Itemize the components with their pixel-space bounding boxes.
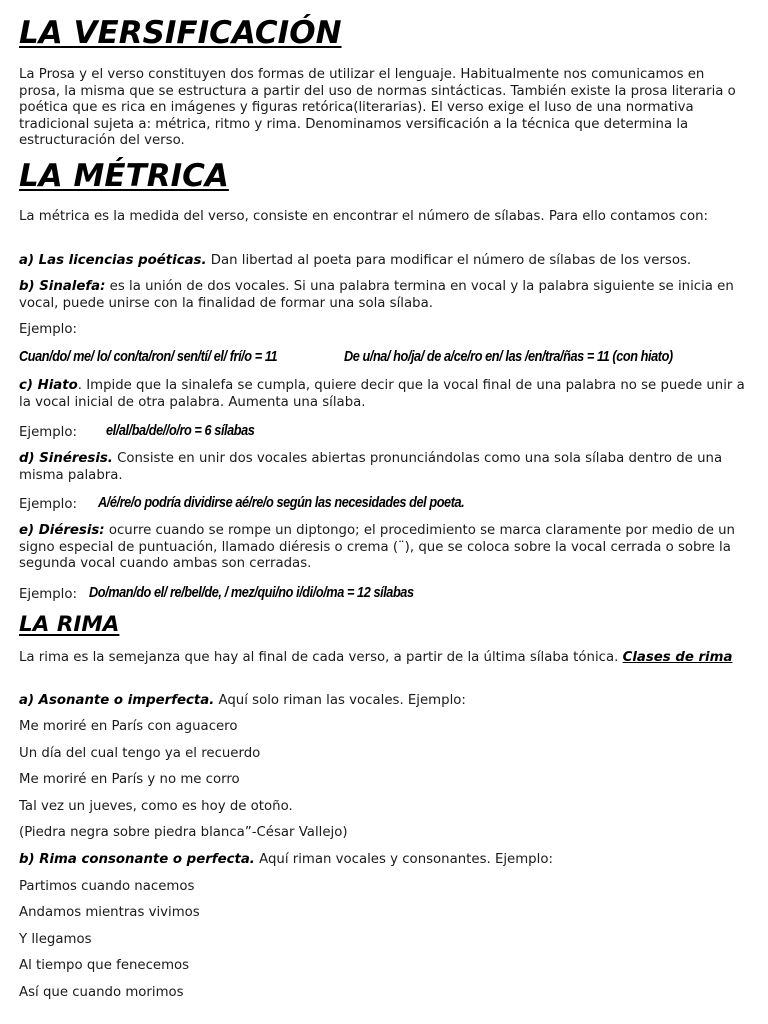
intro-paragraph: La Prosa y el verso constituyen dos formas de utilizar el lenguaje. Habitualmente nos comunicamos en prosa, la misma que se estructura a partir del uso de normas sintácticas. También existe la prosa literaria o poética que es rica en imágenes y figuras retórica(literarias). El verso exige el luso de una normativa tradicional sujeta a: métrica, ritmo y rima. Denominamos versificación a la técnica que determina la estructuración del verso. [19,67,736,148]
hiato-ejemplo-label: Ejemplo: [19,425,77,440]
poem2-line: Partimos cuando nacemos [19,879,195,894]
poem2-line: Así que cuando morimos [19,985,184,1000]
poem1-citation: (Piedra negra sobre piedra blanca”-César Vallejo) [19,825,348,840]
dieresis-item [19,523,749,573]
asonante-item [19,693,749,710]
sinalefa-text: es la unión de dos vocales. Si una palabra termina en vocal y la palabra siguiente se inicia en vocal, puede unirse con la finalidad de formar una sola sílaba. [19,279,734,311]
consonante-text: Aquí riman vocales y consonantes. Ejemplo: [254,852,553,867]
sinalefa-item [19,279,749,312]
rima-intro [19,650,749,667]
hiato-label: c) Hiato [19,378,78,393]
licencias-item [19,253,749,270]
metrica-heading: LA MÉTRICA [19,158,229,194]
poem1-line: Tal vez un jueves, como es hoy de otoño. [19,799,293,814]
clases-de-rima-link: Clases de rima [622,650,733,665]
sineresis-example: A/é/re/o podría dividirse aé/re/o según las necesidades del poeta. [98,495,465,511]
dieresis-text: ocurre cuando se rompe un diptongo; el procedimiento se marca claramente por medio de un signo especial de puntuación, llamado diéresis o crema (¨), que se coloca sobre la vocal cerrada o sobre la segunda vocal cuando ambas son cerradas. [19,523,735,571]
licencias-text: Dan libertad al poeta para modificar el número de sílabas de los versos. [206,253,692,268]
poem2-line: Al tiempo que fenecemos [19,958,190,973]
sinalefa-example-1: Cuan/do/ me/ lo/ con/ta/ron/ sen/tí/ el/ frí/o = 11 [19,349,278,365]
dieresis-ejemplo-label: Ejemplo: [19,587,77,602]
hiato-example: el/al/ba/de//o/ro = 6 sílabas [106,423,255,439]
sineresis-item [19,451,749,484]
poem2-line: Andamos mientras vivimos [19,905,200,920]
licencias-label: a) Las licencias poéticas. [19,253,207,268]
sineresis-ejemplo-label: Ejemplo: [19,497,77,512]
consonante-label: b) Rima consonante o perfecta. [19,852,255,867]
hiato-text: . Impide que la sinalefa se cumpla, quiere decir que la vocal final de una palabra no se puede unir a la vocal inicial de otra palabra. Aumenta una sílaba. [19,378,745,410]
sinalefa-example-2: De u/na/ ho/ja/ de a/ce/ro en/ las /en/tra/ñas = 11 (con hiato) [344,349,673,365]
rima-heading: LA RIMA [19,612,120,637]
sineresis-label: d) Sinéresis. [19,451,113,466]
poem1-line: Un día del cual tengo ya el recuerdo [19,746,261,761]
poem2-line: Y llegamos [19,932,92,947]
sineresis-text: Consiste en unir dos vocales abiertas pronunciándolas como una sola sílaba dentro de una misma palabra. [19,451,723,483]
rima-intro-text: La rima es la semejanza que hay al final de cada verso, a partir de la última sílaba tónica. [19,650,623,665]
sinalefa-label: b) Sinalefa: [19,279,106,294]
poem1-line: Me moriré en París con aguacero [19,719,238,734]
sinalefa-ejemplo-label: Ejemplo: [19,322,77,337]
asonante-label: a) Asonante o imperfecta. [19,693,215,708]
hiato-item [19,378,749,411]
consonante-item [19,852,749,869]
asonante-text: Aquí solo riman las vocales. Ejemplo: [214,693,466,708]
page-title: LA VERSIFICACIÓN [19,15,342,51]
dieresis-label: e) Diéresis: [19,523,105,538]
poem1-line: Me moriré en París y no me corro [19,772,240,787]
dieresis-example: Do/man/do el/ re/bel/de, / mez/qui/no i/di/o/ma = 12 sílabas [89,585,414,601]
metrica-intro: La métrica es la medida del verso, consiste en encontrar el número de sílabas. Para ello contamos con: [19,209,709,224]
